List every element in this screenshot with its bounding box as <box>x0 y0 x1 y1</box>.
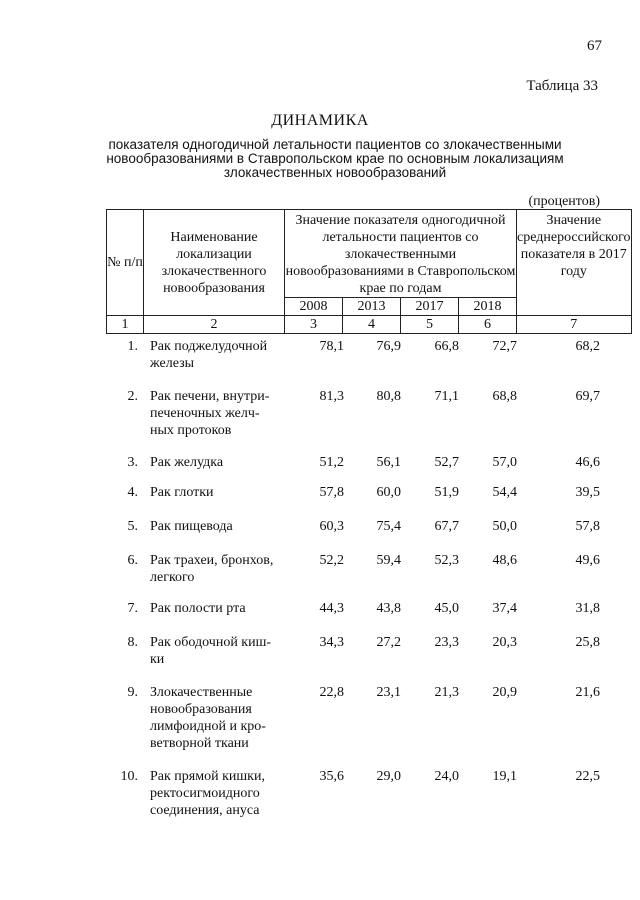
value-2008: 78,1 <box>319 339 344 354</box>
value-national-average: 25,8 <box>575 635 600 650</box>
header-year: 2017 <box>401 298 459 316</box>
value-2008: 34,3 <box>319 635 344 650</box>
value-2017: 67,7 <box>434 519 459 534</box>
value-2013: 60,0 <box>376 485 401 500</box>
value-2017: 52,3 <box>434 553 459 568</box>
table-label: Таблица 33 <box>526 78 598 94</box>
value-2018: 50,0 <box>492 519 517 534</box>
localization-line: ных протоков <box>150 423 232 438</box>
column-number: 2 <box>144 316 285 334</box>
value-2017: 71,1 <box>434 389 459 404</box>
localization-line: Рак трахеи, бронхов, <box>150 553 274 568</box>
row-localization <box>150 768 287 819</box>
value-2013: 43,8 <box>376 601 401 616</box>
localization-line: Рак ободочной киш- <box>150 635 272 650</box>
value-2018: 57,0 <box>492 455 517 470</box>
row-number: 7. <box>127 601 138 616</box>
localization-line: Рак желудка <box>150 455 224 470</box>
column-number: 1 <box>107 316 144 334</box>
value-2017: 45,0 <box>434 601 459 616</box>
value-2008: 81,3 <box>319 389 344 404</box>
localization-line: легкого <box>150 570 195 585</box>
value-2017: 52,7 <box>434 455 459 470</box>
value-2018: 37,4 <box>492 601 517 616</box>
row-localization <box>150 552 287 586</box>
row-localization <box>150 518 287 535</box>
localization-line: Рак пищевода <box>150 519 233 534</box>
value-national-average: 57,8 <box>575 519 600 534</box>
localization-line: ректосигмоидного <box>150 786 260 801</box>
value-2013: 23,1 <box>376 685 401 700</box>
localization-line: соединения, ануса <box>150 803 260 818</box>
localization-line: печеночных желч- <box>150 406 260 421</box>
column-number: 7 <box>517 316 632 334</box>
header-localization: Наименование локализации злокачественного новообразования <box>144 210 285 316</box>
value-2008: 57,8 <box>319 485 344 500</box>
value-2008: 52,2 <box>319 553 344 568</box>
value-2013: 75,4 <box>376 519 401 534</box>
column-number: 3 <box>285 316 343 334</box>
header-year: 2013 <box>343 298 401 316</box>
row-localization <box>150 484 287 501</box>
value-2018: 19,1 <box>492 769 517 784</box>
document-title: ДИНАМИКА <box>271 112 369 129</box>
value-2013: 27,2 <box>376 635 401 650</box>
localization-line: ветворной ткани <box>150 736 249 751</box>
row-number: 6. <box>127 553 138 568</box>
column-number: 4 <box>343 316 401 334</box>
value-2018: 54,4 <box>492 485 517 500</box>
row-number: 4. <box>127 485 138 500</box>
localization-line: Рак полости рта <box>150 601 246 616</box>
localization-line: Рак прямой кишки, <box>150 769 265 784</box>
value-2017: 21,3 <box>434 685 459 700</box>
localization-line: новообразования <box>150 702 252 717</box>
value-2018: 68,8 <box>492 389 517 404</box>
value-national-average: 49,6 <box>575 553 600 568</box>
header-year: 2008 <box>285 298 343 316</box>
value-2013: 59,4 <box>376 553 401 568</box>
localization-line: Злокачественные <box>150 685 253 700</box>
row-localization <box>150 600 287 617</box>
header-year: 2018 <box>459 298 517 316</box>
row-number: 5. <box>127 519 138 534</box>
row-number: 8. <box>127 635 138 650</box>
value-national-average: 46,6 <box>575 455 600 470</box>
localization-line: ки <box>150 652 165 667</box>
row-localization <box>150 684 287 752</box>
value-national-average: 22,5 <box>575 769 600 784</box>
value-2018: 20,3 <box>492 635 517 650</box>
localization-line: Рак поджелудочной <box>150 339 268 354</box>
units-note: (процентов) <box>528 194 600 209</box>
localization-line: Рак глотки <box>150 485 214 500</box>
localization-line: железы <box>150 356 195 371</box>
mortality-table-header <box>106 209 632 334</box>
value-2008: 35,6 <box>319 769 344 784</box>
value-national-average: 21,6 <box>575 685 600 700</box>
column-number: 6 <box>459 316 517 334</box>
value-2017: 24,0 <box>434 769 459 784</box>
value-2017: 51,9 <box>434 485 459 500</box>
value-national-average: 69,7 <box>575 389 600 404</box>
value-2013: 80,8 <box>376 389 401 404</box>
localization-line: Рак печени, внутри- <box>150 389 270 404</box>
row-localization <box>150 388 287 439</box>
value-national-average: 39,5 <box>575 485 600 500</box>
row-localization <box>150 454 287 471</box>
value-2008: 60,3 <box>319 519 344 534</box>
row-number: 10. <box>120 769 138 784</box>
row-number: 1. <box>127 339 138 354</box>
value-2017: 66,8 <box>434 339 459 354</box>
value-2017: 23,3 <box>434 635 459 650</box>
row-number: 9. <box>127 685 138 700</box>
value-2013: 56,1 <box>376 455 401 470</box>
value-2018: 48,6 <box>492 553 517 568</box>
value-national-average: 31,8 <box>575 601 600 616</box>
row-number: 2. <box>127 389 138 404</box>
row-localization <box>150 634 287 668</box>
page-number: 67 <box>587 38 602 54</box>
column-number: 5 <box>401 316 459 334</box>
row-localization <box>150 338 287 372</box>
value-2008: 22,8 <box>319 685 344 700</box>
value-2013: 29,0 <box>376 769 401 784</box>
value-2008: 51,2 <box>319 455 344 470</box>
row-number: 3. <box>127 455 138 470</box>
value-2018: 20,9 <box>492 685 517 700</box>
value-national-average: 68,2 <box>575 339 600 354</box>
value-2013: 76,9 <box>376 339 401 354</box>
document-subtitle: показателя одногодичной летальности пациентов со злокачественными новообразованиями в Ставропольском крае по основным локализациям злокачественных новообразований <box>106 137 564 180</box>
header-regional-values: Значение показателя одногодичной летальности пациентов со злокачественными новообразованиями в Ставропольском крае по годам <box>285 210 517 298</box>
header-national-average: Значение среднероссийского показателя в 2017 году <box>517 210 632 316</box>
header-number: № п/п <box>107 210 144 316</box>
value-2008: 44,3 <box>319 601 344 616</box>
value-2018: 72,7 <box>492 339 517 354</box>
localization-line: лимфоидной и кро- <box>150 719 266 734</box>
